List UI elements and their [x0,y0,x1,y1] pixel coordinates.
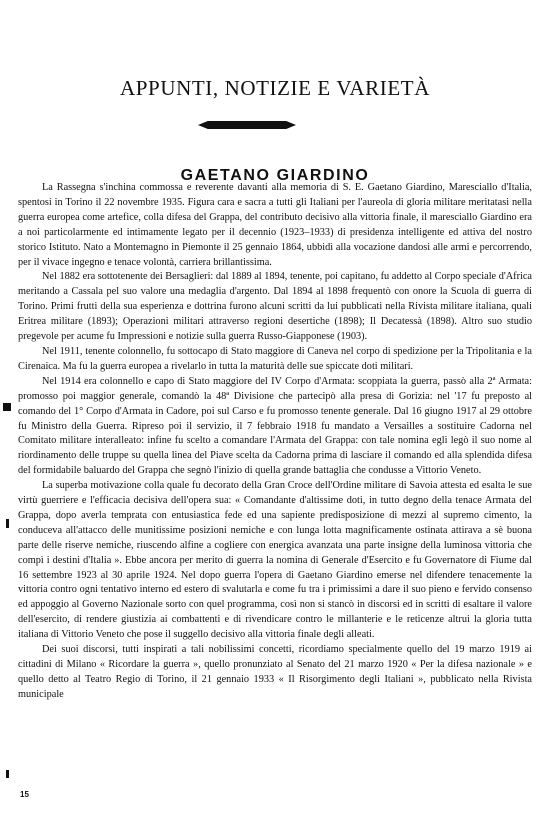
paragraph-4: Nel 1914 era colonnello e capo di Stato maggiore del IV Corpo d'Armata: scoppiata la guerra, passò alla 2ª Armata: promosso poi maggior generale, comandò la 48ª Divisione che partecipò alla presa di Gorizia: nel '17 fu preposto al comando del 1° Corpo d'Armata in Cadore, poi sul Carso e fu promosso tenente generale. Dal 16 giugno 1917 al 29 ottobre fu Ministro della Guerra. Ripreso poi il servizio, il 7 febbraio 1918 fu mandato a Versailles a sostituire Cadorna nel Comitato militare interalleato: infine fu scelto a comandare l'Armata del Grappa: con tale nomina egli legò il suo nome al riordinamento delle truppe su quella linea del Piave scelta da Cadorna prima di lasciare il comando ed alla splendida difesa del formidabile baluardo del Grappa che segnò l'inizio di quella grande battaglia che condusse a Vittorio Veneto. [18,375,532,477]
paragraph-6: Dei suoi discorsi, tutti inspirati a tali nobilissimi concetti, ricordiamo specialmente quello del 19 marzo 1919 ai cittadini di Milano « Ricordare la guerra », quello pronunziato al Senato del 21 marzo 1920 « Per la difesa nazionale » e quello detto al Teatro Regio di Torino, il 21 gennaio 1933 « Il Risorgimento degli Italiani », pubblicato nella Rivista municipale [18,644,532,700]
article-body [18,181,532,703]
article-title: GAETANO GIARDINO [180,167,370,185]
margin-mark [6,519,9,528]
page-number: 15 [20,790,29,799]
margin-mark [6,770,9,778]
paragraph-2: Nel 1882 era sottotenente dei Bersaglieri: dal 1889 al 1894, tenente, poi capitano, fu addetto al Corpo speciale d'Africa meritando a Cassala pel suo valore una medaglia d'argento. Dal 1894 al 1898 frequentò con onore la Scuola di guerra di Torino. Primi frutti della sua esperienza e dottrina furono alcuni scritti da lui pubblicati nella Rivista militare italiana, quali Eritrea militare (1893); Operazioni militari attraverso regioni desertiche (1898); Il Decatessà (1898). Altro suo studio pregevole per acume fu Impressioni e notizie sulla guerra Russo-Giapponese (1903). [18,271,532,343]
decorative-rule [198,121,296,129]
section-title: APPUNTI, NOTIZIE E VARIETÀ [120,76,430,101]
paragraph-5: La superba motivazione colla quale fu decorato della Gran Croce dell'Ordine militare di Savoia attesta ed esalta le sue virtù guerriere e l'efficacia decisiva dell'opera sua: « Comandante d'altissime doti, in tutto degno della tenace Armata del Grappa, dopo averla temprata con entusiastica fede ed una sapiente predisposizione di mezzi al supremo cimento, la conduceva all'attacco delle munitissime posizioni nemiche e con lunga lotta magnificamente ostinata attirava a sè buona parte delle riserve nemiche, riuscendo alfine a cogliere con energica avanzata una parte insigne della luminosa vittoria che compì i destini d'Italia ». Ebbe ancora per merito di guerra la nomina di Generale d'Esercito e fu Governatore di Fiume dal 16 settembre 1923 al 30 aprile 1924. Nel dopo guerra l'opera di Gaetano Giardino emerse nel difendere tenacemente la vittoria contro ogni tentativo interno ed estero di svalutarla e come fu tra i primissimi a dare il suo pieno e fervido consenso ed appoggio al Governo Nazionale sorto con quel programma, così non si stancò in discorsi ed in scritti di esaltare il valore dell'esercito, di rendere giustizia ai combattenti e di rivendicare contro le millanterie e le reticenze altrui la gloria tutta italiana di Vittorio Veneto che pose il suggello decisivo alla vittoria finale degli alleati. [18,480,532,641]
paragraph-1: La Rassegna s'inchina commossa e reverente davanti alla memoria di S. E. Gaetano Giardino, Maresciallo d'Italia, spentosi in Torino il 22 novembre 1935. Figura cara e sacra a tutti gli Italiani per l'aureola di gloria militare meritatasi nella guerra europea come artefice, colla difesa del Grappa, del contributo decisivo alla vittoria finale, il maresciallo Giardino era a noi particolarmente ed intimamente legato per il decennio (1923–1933) di presidenza intelligente ed attiva del nostro storico Istituto. Nato a Montemagno in Piemonte il 25 gennaio 1864, ubbidì alla vocazione dandosi alle armi e percorrendo, per il vivace ingegno e tenace volontà, carriera brillantissima. [18,182,532,268]
margin-mark [3,403,11,411]
paragraph-3: Nel 1911, tenente colonnello, fu sottocapo di Stato maggiore di Caneva nel corpo di spedizione per la Tripolitania e la Cirenaica. Ma fu la guerra europea a rivelarlo in tutta la maturità delle sue spiccate doti militari. [18,345,532,372]
